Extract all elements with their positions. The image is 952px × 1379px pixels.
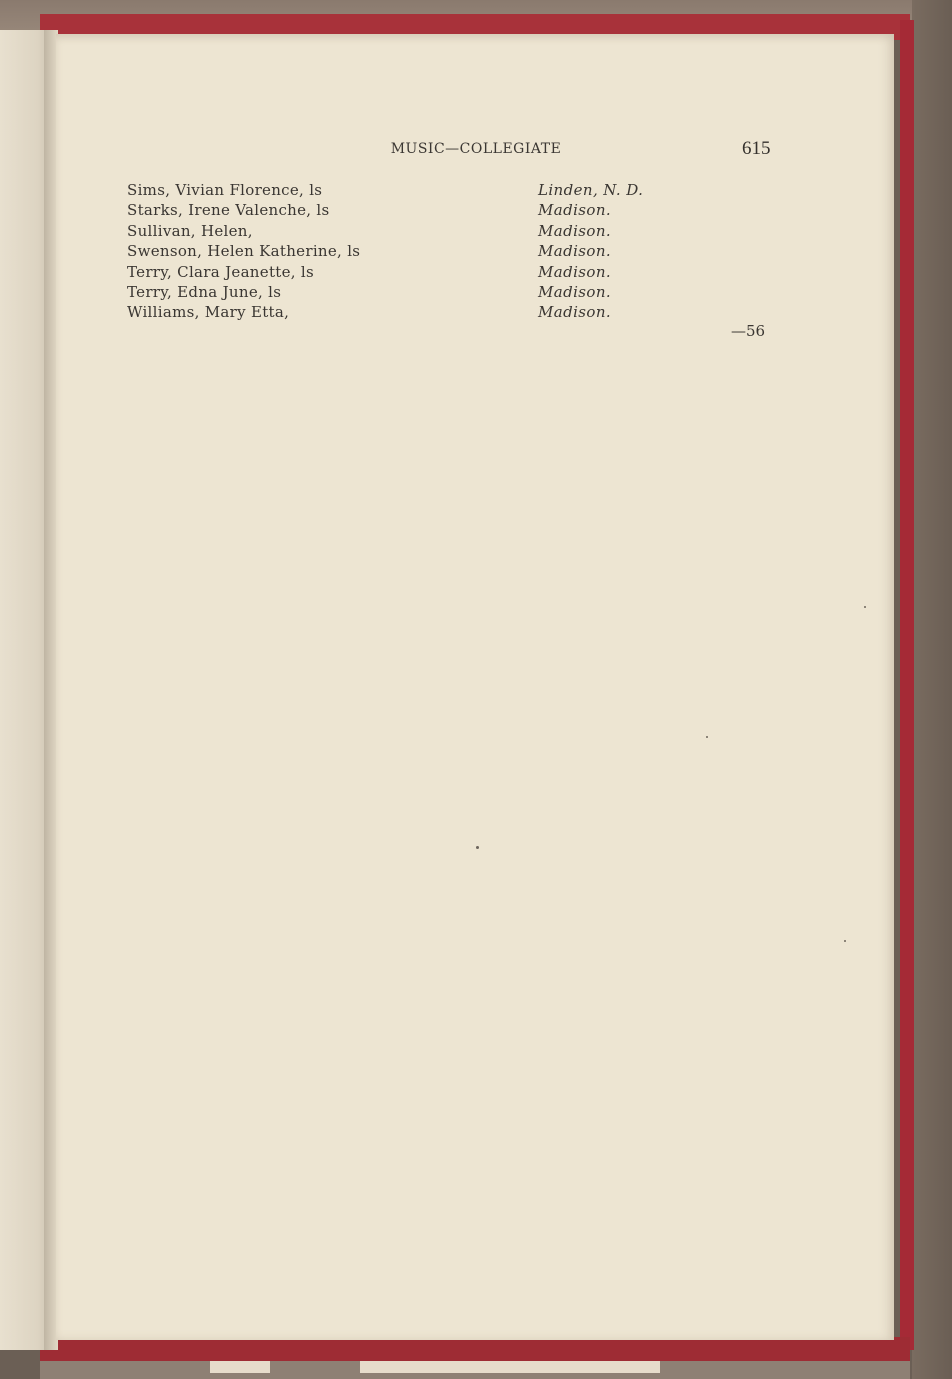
list-item (127, 201, 727, 221)
student-list (127, 181, 727, 324)
paper-speck (844, 940, 846, 942)
list-item (127, 303, 727, 323)
paper-speck (476, 846, 479, 849)
section-total: —56 (731, 322, 766, 340)
student-name: Terry, Clara Jeanette, ls (127, 262, 315, 281)
student-hometown: Madison. (538, 221, 612, 240)
binding-bottom-edge (40, 1337, 910, 1361)
student-name: Williams, Mary Etta, (127, 303, 290, 322)
list-item (127, 283, 727, 303)
student-name: Sullivan, Helen, (127, 221, 253, 240)
list-item (127, 263, 727, 283)
list-item (127, 181, 727, 201)
page-number: 615 (742, 138, 771, 159)
paper-speck (864, 606, 866, 608)
book-cover-right (912, 0, 952, 1379)
student-hometown: Linden, N. D. (538, 181, 644, 199)
paper-speck (706, 736, 708, 738)
running-header (0, 141, 952, 157)
student-hometown: Madison. (538, 242, 612, 261)
student-hometown: Madison. (538, 303, 612, 322)
student-hometown: Madison. (538, 262, 612, 281)
student-name: Terry, Edna June, ls (127, 282, 282, 301)
list-item (127, 222, 727, 242)
student-name: Sims, Vivian Florence, ls (127, 181, 323, 199)
student-name: Swenson, Helen Katherine, ls (127, 242, 361, 261)
student-name: Starks, Irene Valenche, ls (127, 201, 330, 220)
section-title: MUSIC—COLLEGIATE (390, 141, 562, 157)
student-hometown: Madison. (538, 282, 612, 301)
list-item (127, 242, 727, 262)
student-hometown: Madison. (538, 201, 612, 220)
binding-right-edge (900, 20, 914, 1350)
